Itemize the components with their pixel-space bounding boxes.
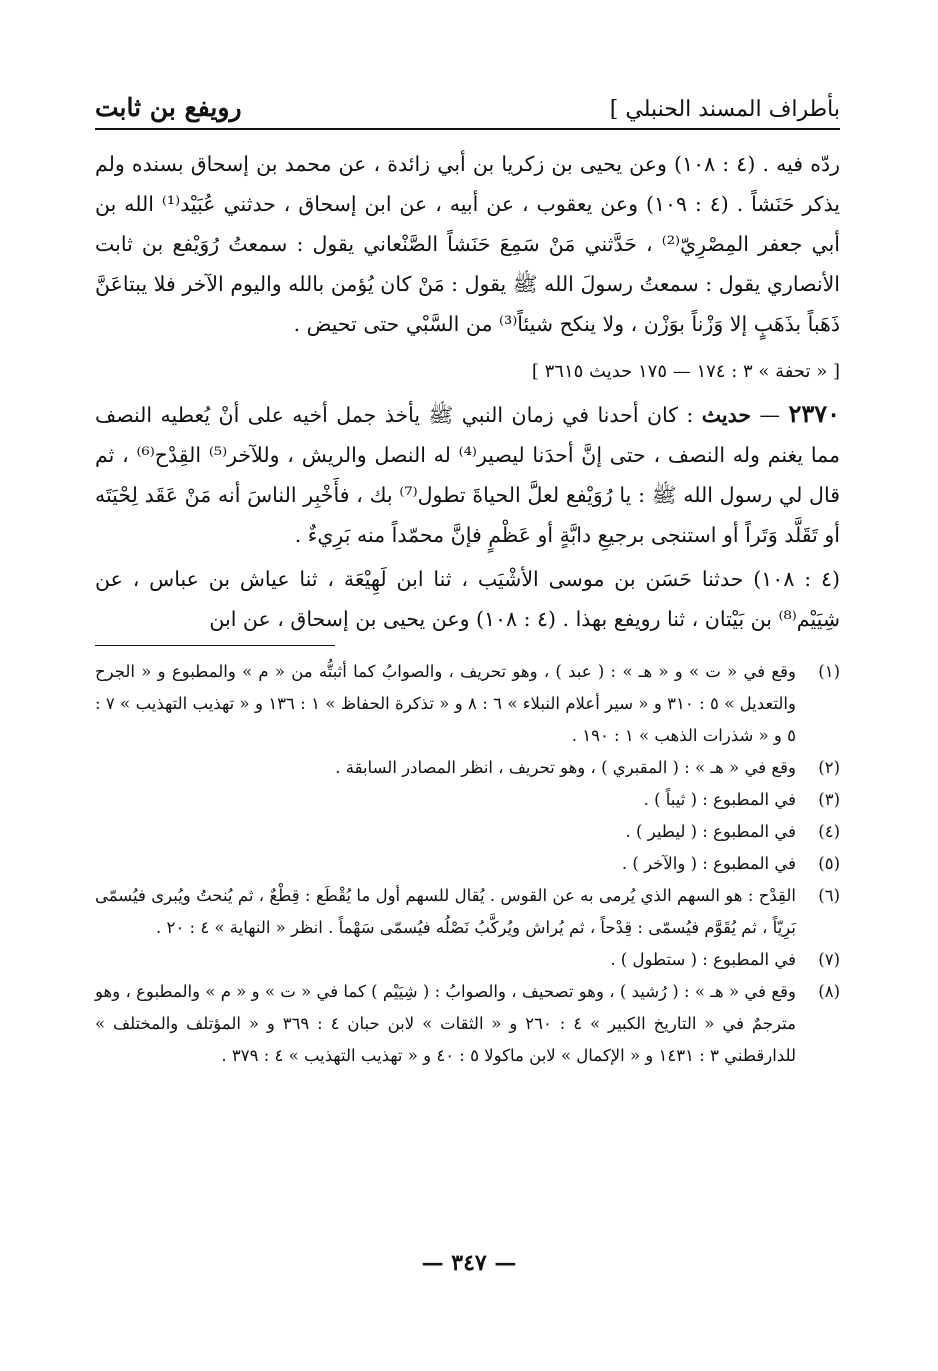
footnote-number: (٢) [818,758,840,777]
footnote [95,848,840,880]
footnote [95,976,840,1072]
footnote-text: في المطبوع : ( ستطول ) . [610,950,796,969]
paragraph-continuation: ردّه فيه . (٤ : ١٠٨) وعن يحيى بن زكريا بن أبي زائدة ، عن محمد بن إسحاق بسنده ولم يذكر حَنَشاً . (٤ : ١٠٩) وعن يعقوب ، عن أبيه ، عن ابن إسحاق ، حدثني عُبَيْد⁽¹⁾ الله بن أبي جعفر المِصْرِيّ⁽²⁾ ، حَدَّثني مَنْ سَمِعَ حَنَشاً الصَّنْعاني يقول : سمعتُ رُوَيْفع بن ثابت الأنصاري يقول : سمعتُ رسولَ الله ﷺ يقول : مَنْ كان يُؤمن بالله واليوم الآخر فلا يبتاعَنَّ ذَهَباً بذَهَبٍ إلا وَزْناً بوَزْن ، ولا ينكح شيئاً⁽³⁾ من السَّبْي حتى تحيض . [95,152,840,336]
footnote-text: وقع في « هـ » : ( رُشيد ) ، وهو تصحيف ، والصوابُ : ( شِيَيْم ) كما في « ت » و « م » والمطبوع ، وهو مترجمٌ في « التاريخ الكبير » ٤ : ٢٦٠ و « الثقات » لابن حبان ٤ : ٣٦٩ و « المؤتلف والمختلف » للدارقطني ٣ : ١٤٣١ و « الإكمال » لابن ماكولا ٥ : ٤٠ و « تهذيب التهذيب » ٤ : ٣٧٩ . [95,982,796,1065]
footnote-number: (١) [818,662,840,681]
footnote-number: (٣) [818,790,840,809]
footnote-number: (٧) [818,950,840,969]
hadith-number: ٢٣٧٠ [788,399,840,428]
footnote-text: في المطبوع : ( والآخر ) . [621,854,796,873]
footnote [95,816,840,848]
footnotes-list [95,656,840,1072]
footnote-number: (٨) [818,982,840,1001]
footnote [95,784,840,816]
footnote [95,880,840,944]
page-number: — ٣٤٧ — [421,1250,517,1276]
chain-paragraph: (٤ : ١٠٨) حدثنا حَسَن بن موسى الأشْيَب ، ثنا ابن لَهِيْعَة ، ثنا عياش بن عباس ، عن شِيَيْم⁽⁸⁾ بن بَيْتان ، ثنا رويفع بهذا . (٤ : ١٠٨) وعن يحيى بن إسحاق ، عن ابن [95,567,840,631]
hadith-paragraph [95,394,840,555]
footnote-text: وقع في « هـ » : ( المقبري ) ، وهو تحريف ، انظر المصادر السابقة . [335,758,796,777]
footnote [95,752,840,784]
hadith-label: حديث [701,403,752,427]
footnote-divider [95,645,335,646]
hadith-dash: — [759,403,780,427]
footnote-text: في المطبوع : ( ليطير ) . [625,822,796,841]
footnote-number: (٥) [818,854,840,873]
reference-line: [ « تحفة » ٣ : ١٧٤ — ١٧٥ حديث ٣٦١٥ ] [531,361,840,382]
header-book-title: بأطراف المسند الحنبلي ] [609,97,840,122]
footnote-number: (٤) [818,822,840,841]
page [95,88,840,1072]
footnote [95,944,840,976]
footnote-text: في المطبوع : ( ثيباً ) . [643,790,796,809]
footnote-number: (٦) [818,886,840,905]
footnote-text: القِدْح : هو السهم الذي يُرمى به عن القوس . يُقال للسهم أول ما يُقْطَع : قِطْعٌ ، ثم يُنحتُ ويُبرى فيُسمّى بَرِيّاً ، ثم يُقَوَّم فيُسمّى : قِدْحاً ، ثم يُراش ويُركَّبُ نَصْلُه فيُسمّى سَهْماً . انظر « النهاية » ٤ : ٢٠ . [95,886,796,937]
running-header [95,88,840,130]
footnote-text: وقع في « ت » و « هـ » : ( عبد ) ، وهو تحريف ، والصوابُ كما أثبتُّه من « م » والمطبوع و « الجرح والتعديل » ٥ : ٣١٠ و « سير أعلام النبلاء » ٦ : ٨ و « تذكرة الحفاظ » ١ : ١٣٦ و « تهذيب التهذيب » ٧ : ٥ و « شذرات الذهب » ١ : ١٩٠ . [95,662,796,745]
hadith-text: : كان أحدنا في زمان النبي ﷺ يأخذ جمل أخيه على أنْ يُعطيه النصف مما يغنم وله النصف ، حتى إنَّ أحدَنا ليصير⁽⁴⁾ له النصل والريش ، وللآخر⁽⁵⁾ القِدْح⁽⁶⁾ ، ثم قال لي رسول الله ﷺ : يا رُوَيْفع لعلَّ الحياةَ تطول⁽⁷⁾ بك ، فأَخْبِر الناسَ أنه مَنْ عَقَد لِحْيَتَه أو تَقَلَّد وَتَراً أو استنجى برجيعِ دابَّةٍ أو عَظْمٍ فإنَّ محمّداً منه بَرِيءٌ . [95,403,840,547]
header-chapter-title: رويفع بن ثابت [95,93,242,122]
footnote [95,656,840,752]
